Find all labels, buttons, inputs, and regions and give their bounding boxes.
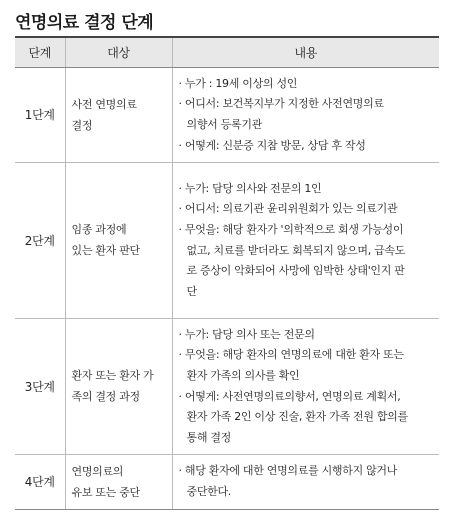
content-line: · 무엇을: 해당 환자가 '의학적으로 회생 가능성이 [178, 222, 404, 236]
target-line: 족의 결정 과정 [71, 390, 140, 403]
stage-cell: 4단계 [15, 454, 65, 509]
content-item [179, 220, 436, 302]
content-item [179, 94, 436, 135]
content-item [179, 74, 436, 95]
content-line: 통해 결정 [186, 430, 232, 444]
target-cell [65, 162, 172, 318]
target-cell [65, 454, 172, 509]
target-cell [65, 318, 172, 454]
content-line: 로 증상이 악화되어 사망에 임박한 상태'인지 판 [186, 264, 405, 278]
target-line: 결정 [71, 118, 93, 132]
content-item [179, 345, 436, 386]
content-line: · 어떻게: 사전연명의료의향서, 연명의료 계획서, [178, 389, 401, 403]
table-row [15, 318, 439, 454]
content-item [179, 199, 436, 220]
header-stage: 단계 [15, 37, 65, 67]
content-line: · 누가 : 19세 이상의 성인 [178, 76, 298, 90]
target-line: 연명의료의 [71, 464, 124, 478]
content-line: · 해당 환자에 대한 연명의료를 시행하지 않거나 [178, 464, 398, 478]
header-content: 내용 [172, 37, 439, 67]
content-line: 환자 가족 2인 이상 진술, 환자 가족 전원 합의를 [186, 410, 408, 424]
decision-steps-table [15, 36, 439, 510]
content-line: 없고, 치료를 받더라도 회복되지 않으며, 급속도 [186, 243, 406, 257]
target-line: 사전 연명의료 [71, 97, 137, 111]
target-line: 유보 또는 중단 [71, 485, 140, 499]
page-title: 연명의료 결정 단계 [15, 13, 154, 33]
content-item [179, 325, 436, 346]
table-header-row [15, 37, 439, 67]
target-line: 임종 과정에 [71, 223, 127, 236]
content-line: · 누가: 담당 의사 또는 전문의 [178, 327, 315, 341]
content-line: · 어디서: 의료기관 윤리위원회가 있는 의료기관 [178, 202, 398, 216]
content-item [179, 461, 436, 502]
content-line: · 무엇을: 해당 환자의 연명의료에 대한 환자 또는 [178, 348, 404, 362]
content-item [179, 179, 436, 200]
table-row [15, 454, 439, 509]
table-row [15, 67, 439, 162]
content-line: 의향서 등록기관 [186, 118, 262, 131]
content-item [179, 387, 436, 449]
stage-cell: 1단계 [15, 67, 65, 162]
content-line: · 어디서: 보건복지부가 지정한 사전연명의료 [178, 97, 384, 111]
content-cell [172, 454, 439, 509]
content-cell [172, 318, 439, 454]
content-line: · 어떻게: 신분증 지참 방문, 상담 후 작성 [178, 138, 366, 152]
target-line: 있는 환자 판단 [71, 244, 140, 257]
content-line: 환자 가족의 의사를 확인 [186, 368, 300, 382]
content-line: · 누가: 담당 의사와 전문의 1인 [178, 181, 322, 195]
content-cell [172, 67, 439, 162]
content-line: 중단한다. [186, 485, 232, 498]
table-row [15, 162, 439, 318]
content-cell [172, 162, 439, 318]
content-line: 단 [186, 284, 197, 298]
stage-cell: 2단계 [15, 162, 65, 318]
target-cell [65, 67, 172, 162]
content-item [179, 136, 436, 157]
target-line: 환자 또는 환자 가 [71, 369, 154, 382]
stage-cell: 3단계 [15, 318, 65, 454]
header-target: 대상 [65, 37, 172, 67]
